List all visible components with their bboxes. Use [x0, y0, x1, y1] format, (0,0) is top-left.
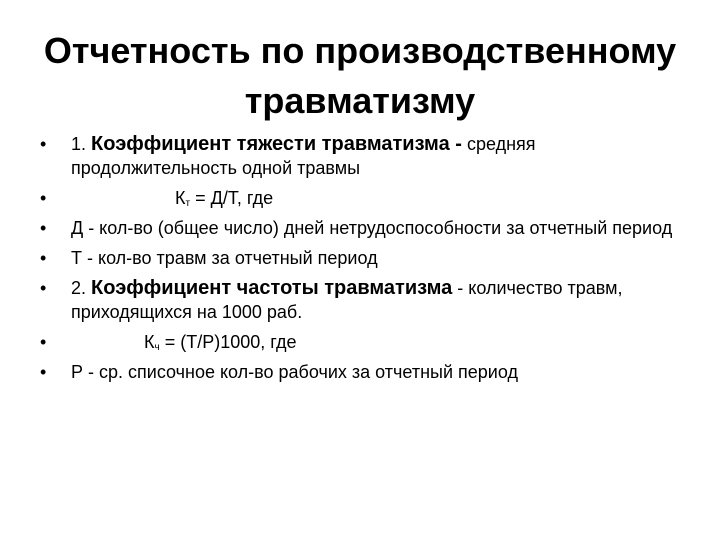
bullet-frequency-coefficient — [0, 276, 720, 324]
formula-subscript: ч — [154, 342, 160, 353]
formula-severity — [71, 186, 273, 210]
item-number: 1. — [71, 134, 87, 154]
slide-title: Отчетность по производственному травматизму — [43, 30, 677, 121]
bullet-marker: • — [40, 362, 47, 382]
formula-subscript: т — [185, 198, 191, 209]
bullet-marker: • — [40, 134, 47, 154]
formula-expression: = Д/Т, где — [195, 188, 274, 208]
bullet-marker: • — [40, 218, 47, 238]
bullet-days-definition — [0, 216, 720, 240]
formula-frequency — [71, 330, 297, 354]
term-severity: Коэффициент тяжести травматизма - — [91, 133, 462, 155]
bullet-frequency-formula — [0, 330, 720, 354]
bullet-severity-coefficient — [0, 132, 720, 180]
term-frequency: Коэффициент частоты травматизма — [91, 277, 453, 299]
definition-injuries: Т - кол-во травм за отчетный период — [71, 248, 378, 268]
bullet-workers-definition — [0, 360, 720, 384]
bullet-marker: • — [40, 188, 47, 208]
definition-days: Д - кол-во (общее число) дней нетрудоспособности за отчетный период — [71, 218, 673, 238]
bullet-marker: • — [40, 248, 47, 268]
formula-symbol: К — [175, 188, 186, 208]
formula-symbol: К — [144, 332, 155, 352]
bullet-marker: • — [40, 278, 47, 298]
definition-workers: Р - ср. списочное кол-во рабочих за отчетный период — [71, 362, 518, 382]
item-number: 2. — [71, 278, 87, 298]
bullet-injuries-definition — [0, 246, 720, 270]
definition-severity: средняя продолжительность одной травмы — [71, 134, 536, 178]
bullet-list — [0, 132, 720, 390]
bullet-severity-formula — [0, 186, 720, 210]
bullet-marker: • — [40, 332, 47, 352]
formula-expression: = (Т/Р)1000, где — [164, 332, 297, 352]
definition-frequency: - количество травм, приходящихся на 1000 раб. — [71, 278, 623, 322]
